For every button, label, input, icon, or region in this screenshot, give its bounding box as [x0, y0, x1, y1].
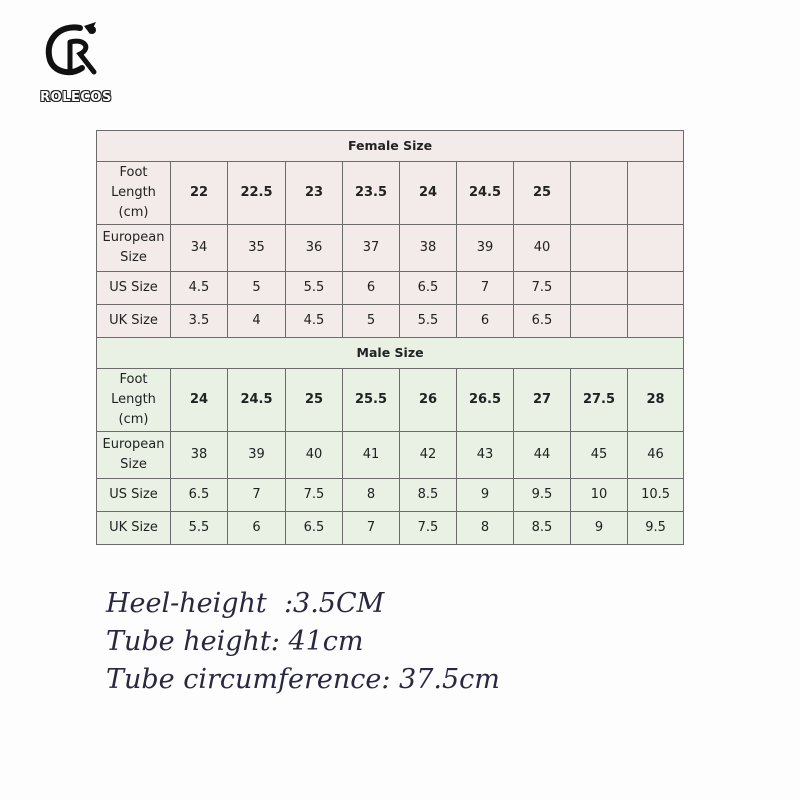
table-cell: 39: [457, 225, 514, 272]
table-cell: 8.5: [514, 512, 571, 545]
female-uk-size-row: [97, 305, 684, 338]
table-cell: 40: [286, 432, 343, 479]
male-european-size-row: [97, 432, 684, 479]
size-chart-table: [96, 130, 684, 545]
brand-name: ROLECOS: [40, 90, 112, 105]
table-cell: 10.5: [628, 479, 684, 512]
table-cell: 5: [228, 272, 286, 305]
table-cell: 7: [343, 512, 400, 545]
table-cell: 9.5: [514, 479, 571, 512]
table-cell: 9: [457, 479, 514, 512]
female-us-size-row: [97, 272, 684, 305]
table-cell: [571, 272, 628, 305]
table-cell: 26.5: [457, 369, 514, 432]
table-cell: 9: [571, 512, 628, 545]
table-cell: 22: [171, 162, 228, 225]
male-size-header-row: [97, 338, 684, 369]
table-cell: 25: [286, 369, 343, 432]
table-cell: 5.5: [286, 272, 343, 305]
table-cell: 6: [343, 272, 400, 305]
table-cell: 42: [400, 432, 457, 479]
female-size-title: Female Size: [97, 131, 684, 162]
table-cell: 8.5: [400, 479, 457, 512]
table-cell: 28: [628, 369, 684, 432]
table-cell: 3.5: [171, 305, 228, 338]
table-cell: 8: [457, 512, 514, 545]
heel-height-note: Heel-height :3.5CM: [106, 588, 385, 619]
table-cell: 6.5: [171, 479, 228, 512]
table-cell: 36: [286, 225, 343, 272]
table-cell: 25.5: [343, 369, 400, 432]
table-cell: 4.5: [286, 305, 343, 338]
row-label: Foot Length (cm): [97, 162, 171, 225]
table-cell: [571, 305, 628, 338]
table-cell: 25: [514, 162, 571, 225]
table-cell: 4.5: [171, 272, 228, 305]
male-us-size-row: [97, 479, 684, 512]
table-cell: 7.5: [286, 479, 343, 512]
table-cell: 34: [171, 225, 228, 272]
table-cell: 23: [286, 162, 343, 225]
row-label: European Size: [97, 225, 171, 272]
table-cell: 27.5: [571, 369, 628, 432]
table-cell: [628, 162, 684, 225]
table-cell: [628, 305, 684, 338]
table-cell: 6.5: [286, 512, 343, 545]
table-cell: 38: [400, 225, 457, 272]
female-size-header-row: [97, 131, 684, 162]
table-cell: [628, 272, 684, 305]
tube-circumference-note: Tube circumference: 37.5cm: [106, 664, 500, 695]
table-cell: 7.5: [514, 272, 571, 305]
table-cell: 6.5: [514, 305, 571, 338]
table-cell: 43: [457, 432, 514, 479]
table-cell: 23.5: [343, 162, 400, 225]
table-cell: 37: [343, 225, 400, 272]
table-cell: 7: [457, 272, 514, 305]
table-cell: 46: [628, 432, 684, 479]
row-label: Foot Length (cm): [97, 369, 171, 432]
table-cell: 39: [228, 432, 286, 479]
table-cell: 5.5: [400, 305, 457, 338]
table-cell: 44: [514, 432, 571, 479]
table-cell: 9.5: [628, 512, 684, 545]
table-cell: 8: [343, 479, 400, 512]
row-label: European Size: [97, 432, 171, 479]
table-cell: 41: [343, 432, 400, 479]
male-uk-size-row: [97, 512, 684, 545]
male-size-title: Male Size: [97, 338, 684, 369]
row-label: US Size: [97, 479, 171, 512]
tube-height-note: Tube height: 41cm: [106, 626, 364, 657]
table-cell: 26: [400, 369, 457, 432]
table-cell: 24.5: [228, 369, 286, 432]
table-cell: 5.5: [171, 512, 228, 545]
row-label: UK Size: [97, 305, 171, 338]
product-notes: [106, 585, 500, 699]
table-cell: [571, 225, 628, 272]
male-foot-length-row: [97, 369, 684, 432]
table-cell: 6.5: [400, 272, 457, 305]
table-cell: 38: [171, 432, 228, 479]
female-foot-length-row: [97, 162, 684, 225]
table-cell: 24: [171, 369, 228, 432]
table-cell: 7.5: [400, 512, 457, 545]
table-cell: [628, 225, 684, 272]
table-cell: 22.5: [228, 162, 286, 225]
table-cell: 27: [514, 369, 571, 432]
table-cell: 6: [228, 512, 286, 545]
table-cell: 24.5: [457, 162, 514, 225]
female-european-size-row: [97, 225, 684, 272]
table-cell: 40: [514, 225, 571, 272]
brand-logo: [26, 20, 130, 114]
row-label: US Size: [97, 272, 171, 305]
table-cell: 10: [571, 479, 628, 512]
table-cell: 5: [343, 305, 400, 338]
table-cell: 7: [228, 479, 286, 512]
table-cell: 45: [571, 432, 628, 479]
monogram-icon: [40, 20, 112, 84]
table-cell: 24: [400, 162, 457, 225]
table-cell: 35: [228, 225, 286, 272]
table-cell: [571, 162, 628, 225]
table-cell: 4: [228, 305, 286, 338]
row-label: UK Size: [97, 512, 171, 545]
table-cell: 6: [457, 305, 514, 338]
